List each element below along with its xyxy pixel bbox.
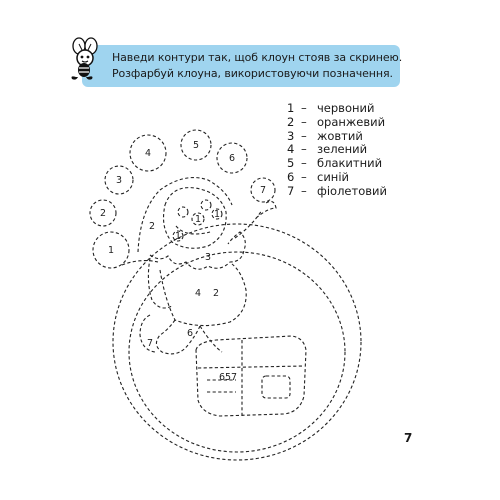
legend-item: 1 – червоний — [287, 101, 375, 115]
label-collar: 3 — [204, 252, 212, 263]
legend-item: 6 – синій — [287, 169, 349, 184]
label-hat: 2 — [148, 221, 156, 232]
clown-collar[interactable] — [150, 232, 245, 269]
clown-eye-right — [201, 200, 211, 210]
legend-item: 3 – жовтий — [287, 128, 363, 143]
legend-item: 7 – фіолетовий — [287, 183, 387, 198]
clown-arm-left[interactable] — [122, 261, 158, 265]
label-shoe: 7 — [146, 338, 154, 349]
label-nose: 1 — [194, 214, 202, 225]
chest-lock — [262, 376, 290, 398]
label-mouth: 1 — [174, 231, 182, 242]
label-ball-top-right: 6 — [228, 153, 236, 164]
instruction-line-1: Наведи контури так, щоб клоун стояв за скринею. — [112, 51, 403, 64]
clown-eye-left — [178, 207, 188, 217]
clown-shirt[interactable] — [160, 264, 246, 326]
legend-item: 4 – зелений — [287, 142, 368, 157]
clown-sleeve[interactable] — [148, 258, 172, 308]
label-chest-b: 5 — [224, 372, 232, 383]
treasure-chest[interactable] — [196, 336, 306, 416]
clown-leg-right[interactable] — [200, 326, 222, 352]
label-ball-top-mid: 5 — [192, 140, 200, 151]
label-sleeve: 2 — [212, 288, 220, 299]
label-chest-a: 6 — [218, 372, 226, 383]
label-chest-c: 7 — [230, 372, 238, 383]
legend-item: 5 – блакитний — [287, 156, 383, 171]
instruction-line-2: Розфарбуй клоуна, використовуючи позначення. — [112, 67, 393, 80]
legend-item: 2 – оранжевий — [287, 114, 386, 129]
label-ball-left-mid: 2 — [99, 208, 107, 219]
chest-lid-line — [198, 366, 304, 368]
label-ball-right: 7 — [259, 185, 267, 196]
label-cheek: 1 — [213, 209, 221, 220]
clown-mouth[interactable] — [176, 226, 210, 234]
label-ball-left-low: 1 — [107, 245, 115, 256]
clown-leg-left[interactable] — [156, 320, 200, 354]
label-ball-left-upper: 3 — [115, 175, 123, 186]
page-number: 7 — [404, 431, 413, 445]
label-ball-top-left: 4 — [144, 148, 152, 159]
label-shirt: 4 — [194, 288, 202, 299]
label-leg: 6 — [186, 328, 194, 339]
